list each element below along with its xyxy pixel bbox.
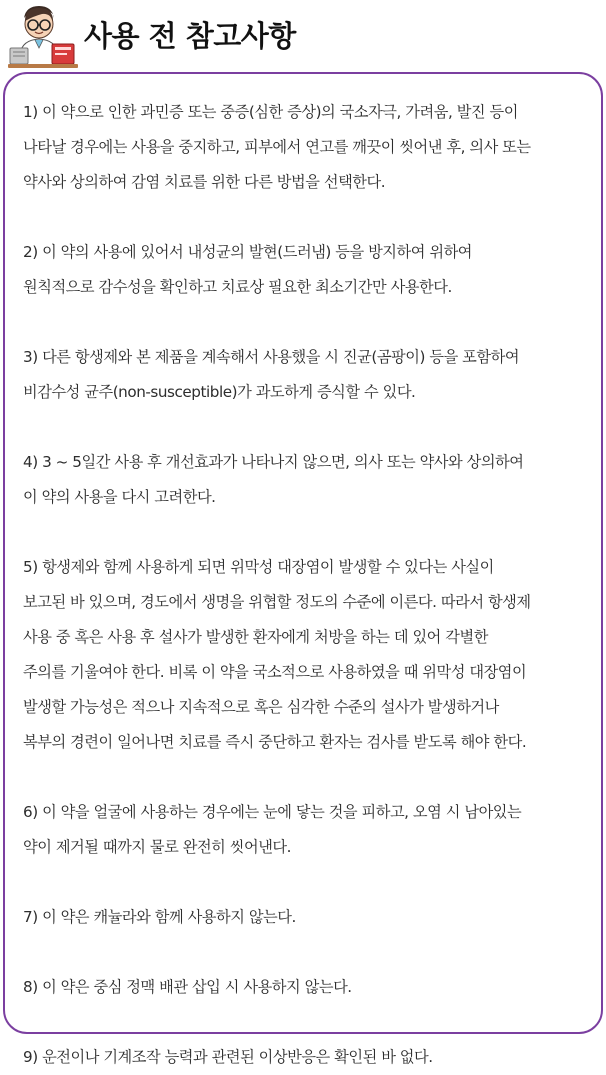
precaution-text-line: 이 약의 사용을 다시 고려한다. <box>23 488 216 506</box>
precaution-item-9 <box>23 1040 587 1075</box>
precaution-text-line: 3) 다른 항생제와 본 제품을 계속해서 사용했을 시 진균(곰팡이) 등을 포함하여 <box>23 348 520 366</box>
page-title: 사용 전 참고사항 <box>84 19 296 53</box>
precaution-item-3 <box>23 340 587 410</box>
precaution-text-line: 발생할 가능성은 적으나 지속적으로 혹은 심각한 수준의 설사가 발생하거나 <box>23 698 499 716</box>
precaution-item-8 <box>23 970 587 1005</box>
precaution-text-line: 보고된 바 있으며, 경도에서 생명을 위협할 정도의 수준에 이른다. 따라서 항생제 <box>23 593 531 611</box>
precautions-list <box>5 74 601 1075</box>
precaution-item-5 <box>23 550 587 760</box>
precaution-text-line: 원칙적으로 감수성을 확인하고 치료상 필요한 최소기간만 사용한다. <box>23 278 452 296</box>
precaution-item-2 <box>23 235 587 305</box>
precaution-text-line: 4) 3 ~ 5일간 사용 후 개선효과가 나타나지 않으면, 의사 또는 약사와 상의하여 <box>23 453 524 471</box>
page-header <box>0 0 606 72</box>
precaution-text-line: 8) 이 약은 중심 정맥 배관 삽입 시 사용하지 않는다. <box>23 978 352 996</box>
precaution-text-line: 주의를 기울여야 한다. 비록 이 약을 국소적으로 사용하였을 때 위막성 대장염이 <box>23 663 527 681</box>
precaution-text-line: 복부의 경련이 일어나면 치료를 즉시 중단하고 환자는 검사를 받도록 해야 한다. <box>23 733 527 751</box>
precaution-text-line: 비감수성 균주(non-susceptible)가 과도하게 증식할 수 있다. <box>23 383 416 401</box>
precaution-text-line: 7) 이 약은 캐뉼라와 함께 사용하지 않는다. <box>23 908 296 926</box>
precaution-text-line: 사용 중 혹은 사용 후 설사가 발생한 환자에게 처방을 하는 데 있어 각별한 <box>23 628 488 646</box>
precautions-panel <box>3 72 603 1066</box>
precaution-text-line: 1) 이 약으로 인한 과민증 또는 중증(심한 증상)의 국소자극, 가려움, 발진 등이 <box>23 103 518 121</box>
precaution-text-line: 약이 제거될 때까지 물로 완전히 씻어낸다. <box>23 838 292 856</box>
pharmacist-reading-book-icon <box>6 4 80 70</box>
precaution-text-line: 5) 항생제와 함께 사용하게 되면 위막성 대장염이 발생할 수 있다는 사실이 <box>23 558 494 576</box>
precaution-text-line: 6) 이 약을 얼굴에 사용하는 경우에는 눈에 닿는 것을 피하고, 오염 시 남아있는 <box>23 803 522 821</box>
precaution-text-line: 9) 운전이나 기계조작 능력과 관련된 이상반응은 확인된 바 없다. <box>23 1048 433 1066</box>
precaution-text-line: 약사와 상의하여 감염 치료를 위한 다른 방법을 선택한다. <box>23 173 386 191</box>
precaution-item-1 <box>23 95 587 200</box>
precaution-text-line: 나타날 경우에는 사용을 중지하고, 피부에서 연고를 깨끗이 씻어낸 후, 의사 또는 <box>23 138 531 156</box>
precaution-text-line: 2) 이 약의 사용에 있어서 내성균의 발현(드러냄) 등을 방지하여 위하여 <box>23 243 473 261</box>
precaution-item-7 <box>23 900 587 935</box>
precaution-item-4 <box>23 445 587 515</box>
precaution-item-6 <box>23 795 587 865</box>
